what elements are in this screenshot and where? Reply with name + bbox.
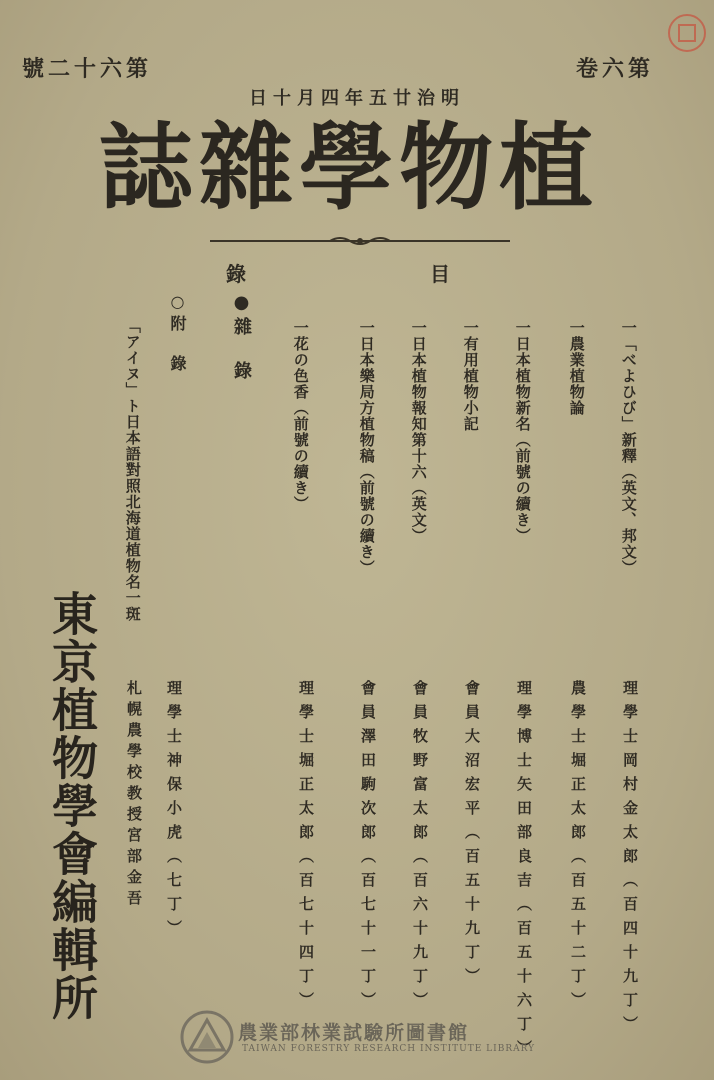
publisher-name: 東京植物學會編輯所 [45, 590, 99, 1022]
library-stamp-name-en: TAIWAN FORESTRY RESEARCH INSTITUTE LIBRARY [242, 1044, 536, 1054]
toc-entry-4: 一有用植物小記 [461, 320, 480, 432]
toc-entry-7: 一花の色香（前號の續き） [291, 320, 310, 512]
issue-number: 第六十二號 [22, 56, 153, 82]
toc-heading-right: 目 [430, 262, 450, 286]
toc-entry-1: 一「べよひび」新釋（英文、邦文） [619, 320, 638, 576]
toc-entry-3: 一日本植物新名（前號の續き） [513, 320, 532, 544]
publication-date: 明治廿五年四月十日 [249, 88, 465, 109]
appendix-section-label: ○附 錄 [168, 292, 187, 375]
appendix-entry: 「アイヌ」ト日本語對照北海道植物名一斑 [123, 318, 142, 622]
volume-number: 第六卷 [575, 56, 654, 82]
appendix-author-2: 札幌農學校教授宮部金吾 [125, 680, 143, 911]
ornament-divider [210, 236, 510, 246]
library-stamp-name: 農業部林業試驗所圖書館 [238, 1022, 470, 1044]
toc-author-1: 理學士岡村金太郎（百四十九丁） [621, 680, 639, 1040]
toc-heading-left: 錄 [226, 262, 246, 286]
toc-entry-6: 一日本樂局方植物稿（前號の續き） [357, 320, 376, 576]
toc-author-4: 會員大沼宏平（百五十九丁） [463, 680, 481, 992]
toc-author-2: 農學士堀正太郎（百五十二丁） [569, 680, 587, 1016]
toc-author-7: 理學士堀正太郎（百七十四丁） [297, 680, 315, 1016]
toc-author-6: 會員澤田駒次郎（百七十一丁） [359, 680, 377, 1016]
toc-entry-5: 一日本植物報知第十六（英文） [409, 320, 428, 544]
library-logo-icon [180, 1010, 234, 1064]
toc-author-5: 會員牧野富太郎（百六十九丁） [411, 680, 429, 1016]
appendix-author: 理學士神保小虎（七丁） [165, 680, 183, 944]
red-seal-stamp [668, 14, 706, 52]
misc-section-label: ●雜 錄 [231, 292, 252, 383]
journal-title: 植物學雜誌 [98, 113, 599, 223]
toc-author-3: 理學博士矢田部良吉（百五十六丁） [515, 680, 533, 1064]
toc-entry-2: 一農業植物論 [567, 320, 586, 416]
